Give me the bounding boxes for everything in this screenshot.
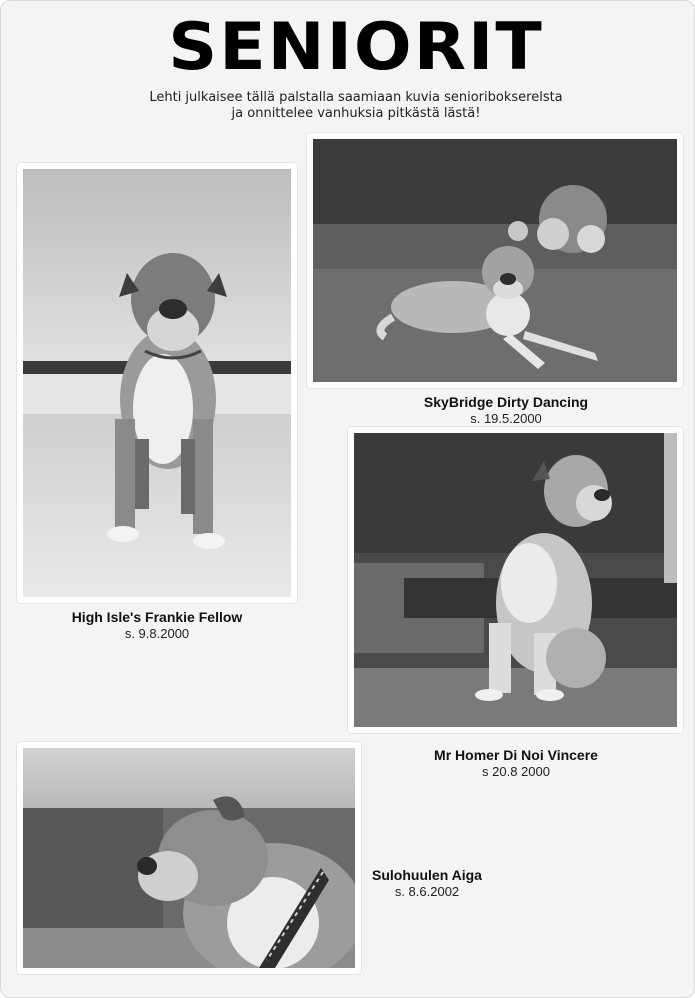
- photo-homer: [354, 433, 677, 727]
- page-title: SENIORIT: [168, 10, 544, 86]
- photo-skybridge: [313, 139, 677, 382]
- intro-line-1: Lehti julkaisee tällä palstalla saamiaan kuvia senioribokserelsta: [149, 90, 563, 105]
- intro-line-2: ja onnittelee vanhuksia pitkästä lästä!: [231, 106, 481, 121]
- dog-birthdate: s 20.8 2000: [482, 764, 550, 779]
- caption-skybridge: [371, 394, 641, 427]
- dog-name: Mr Homer Di Noi Vincere: [434, 747, 598, 763]
- photo-frame-skybridge: [307, 133, 683, 388]
- boxer-dog-portrait-photo: [23, 748, 355, 968]
- dog-name: Sulohuulen Aiga: [372, 867, 482, 883]
- photo-frame-homer: [348, 427, 683, 733]
- dog-birthdate: s. 8.6.2002: [394, 884, 460, 899]
- photo-frankie: [23, 169, 291, 597]
- boxer-dog-lying-photo: [313, 139, 677, 382]
- dog-birthdate: s. 9.8.2000: [124, 626, 190, 641]
- boxer-dog-standing-photo: [23, 169, 291, 597]
- photo-frame-frankie: [17, 163, 297, 603]
- caption-frankie: [17, 609, 297, 642]
- dog-birthdate: s. 19.5.2000: [470, 411, 542, 426]
- photo-aiga: [23, 748, 355, 968]
- dog-name: High Isle's Frankie Fellow: [71, 609, 243, 625]
- caption-homer: [381, 747, 651, 780]
- photo-frame-aiga: [17, 742, 361, 974]
- intro-text: [121, 90, 591, 122]
- caption-aiga: [357, 867, 497, 900]
- dog-name: SkyBridge Dirty Dancing: [423, 394, 589, 410]
- boxer-dog-sitting-photo: [354, 433, 677, 727]
